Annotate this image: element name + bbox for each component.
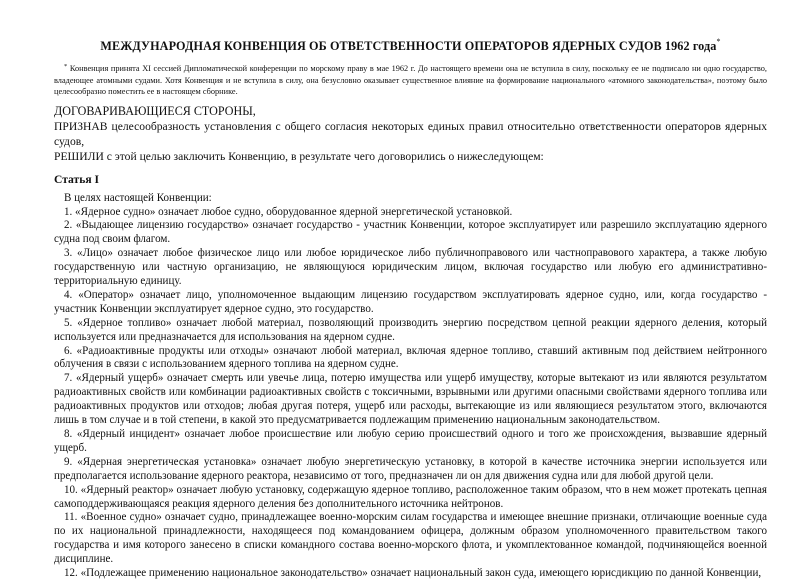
paragraph: 9. «Ядерная энергетическая установка» означает любую энергетическую установку, в которой в качестве источника энергии используется или предполагается использование ядерного реактора, независимо от того, предназначен ли он для движения судна или для любой другой цели. (54, 455, 767, 482)
title-text: МЕЖДУНАРОДНАЯ КОНВЕНЦИЯ ОБ ОТВЕТСТВЕННОСТИ ОПЕРАТОРОВ ЯДЕРНЫХ СУДОВ 1962 года (100, 39, 717, 53)
paragraph: 10. «Ядерный реактор» означает любую установку, содержащую ядерное топливо, расположенное таким образом, что в нем может протекать цепная самоподдерживающаяся реакция ядерного деления без дополнительного источника нейтронов. (54, 483, 767, 510)
title-footnote-mark: * (716, 37, 721, 46)
preamble (54, 104, 767, 165)
preamble-line: ДОГОВАРИВАЮЩИЕСЯ СТОРОНЫ, (54, 103, 256, 118)
document-title (54, 34, 767, 54)
paragraph: 12. «Подлежащее применению национальное законодательство» означает национальный закон суда, имеющего юрисдикцию по данной Конвенции, (64, 567, 762, 580)
paragraph: 4. «Оператор» означает лицо, уполномоченное выдающим лицензию государством эксплуатировать ядерное судно, или, когда государство - участник Конвенции эксплуатирует ядерное судно, это государство. (54, 288, 767, 315)
footnote-text: Конвенция принята XI сессией Дипломатической конференции по морскому праву в мае 1962 г. До настоящего времени она не вступила в силу, поскольку ее не подписало ни одно государство, владеющее атомными судами. Хотя Конвенция и не вступила в силу, она безусловно оказывает существенное влияние на формирование национального «атомного законодательства», поэтому было целесообразно поместить ее в настоящем сборнике. (54, 64, 767, 97)
paragraph: 11. «Военное судно» означает судно, принадлежащее военно-морским силам государства и имеющее внешние признаки, отличающие военные суда по их национальной принадлежности, находящееся под командованием офицера, должным образом уполномоченного правительством такого государства и имя которого занесено в списки командного состава военно-морского флота, и укомплектованное командой, подчиняющейся военной дисциплине. (54, 511, 767, 566)
paragraph: В целях настоящей Конвенции: (64, 191, 212, 204)
article-title: Статья I (54, 172, 100, 186)
paragraph: 6. «Радиоактивные продукты или отходы» означают любой материал, включая ядерное топливо, ставший активным под действием нейтронного облучения в связи с использованием ядерного топлива на ядерном судне. (54, 344, 767, 371)
paragraph: 1. «Ядерное судно» означает любое судно, оборудованное ядерной энергетической установкой. (64, 205, 513, 218)
paragraph: 5. «Ядерное топливо» означает любой материал, позволяющий производить энергию посредством цепной реакции ядерного деления, который используется или предназначается для использования на ядерном судне. (54, 316, 767, 343)
footnote (54, 61, 767, 98)
preamble-line: РЕШИЛИ с этой целью заключить Конвенцию, в результате чего договорились о нижеследующем: (54, 150, 544, 164)
paragraph: 7. «Ядерный ущерб» означает смерть или увечье лица, потерю имущества или ущерб имуществу, которые вытекают из или являются результатом радиоактивных свойств или комбинации радиоактивных свойств с токсичными, взрывными или другими опасными свойствами ядерного топлива или радиоактивных продуктов или отходов; любая другая потеря, ущерб или расходы, вытекающие из или являющиеся результатом этого, включаются лишь в том случае и в той степени, в какой это предусматривается подлежащим применению национальным законодательством. (54, 372, 767, 427)
footnote-mark: * (64, 63, 68, 70)
preamble-line: ПРИЗНАВ целесообразность установления с общего согласия некоторых единых правил относительно ответственности операторов ядерных судов, (54, 119, 767, 149)
paragraph: 8. «Ядерный инцидент» означает любое происшествие или любую серию происшествий одного и того же происхождения, вызвавшие ядерный ущерб. (54, 428, 767, 454)
article-body (54, 192, 767, 581)
paragraph: 2. «Выдающее лицензию государство» означает государство - участник Конвенции, которое эксплуатирует или разрешило эксплуатацию ядерного судна под своим флагом. (54, 219, 767, 246)
paragraph: 3. «Лицо» означает любое физическое лицо или любое юридическое либо публичноправового или частноправового характера, а также любую государственную или частную организацию, не являющуюся юридическим лицом, включая государство или любую его административно-территориальную единицу. (54, 247, 767, 288)
